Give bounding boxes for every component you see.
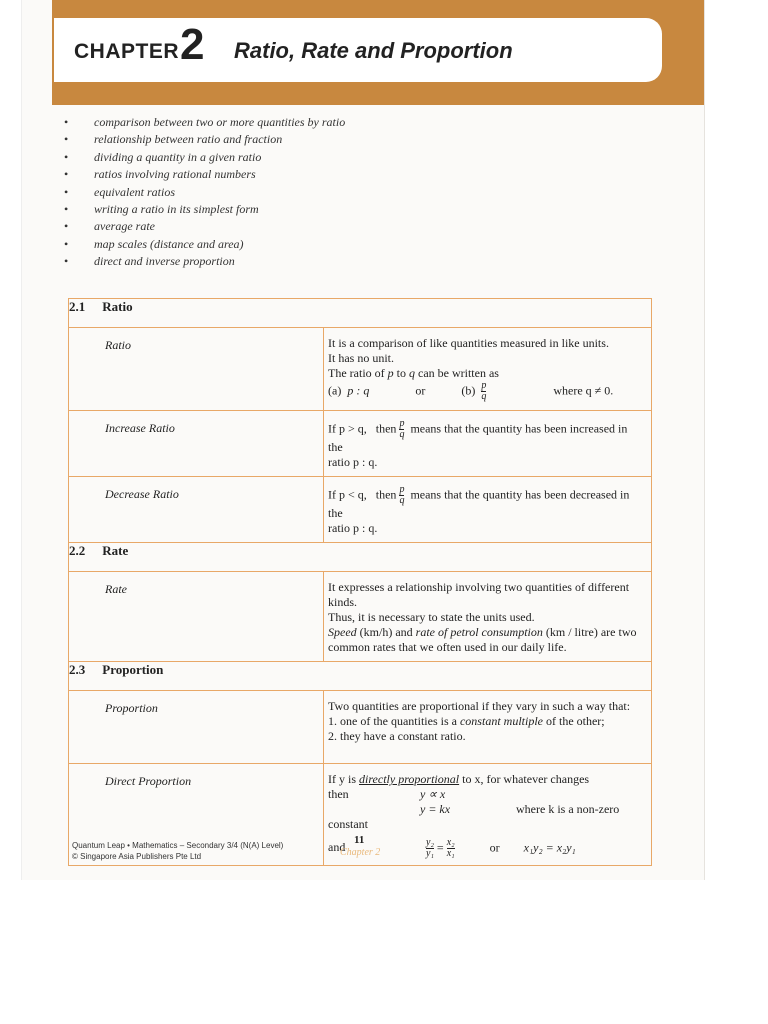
section-header-ratio [69, 299, 652, 328]
topic-item: • map scales (distance and area) [60, 236, 345, 253]
table-row [69, 411, 652, 477]
definition-line: y = kx where k is a non-zero constant [328, 802, 620, 831]
term-proportion: Proportion [69, 691, 324, 764]
topic-item: • average rate [60, 218, 345, 235]
definition-line: 2. they have a constant ratio. [328, 729, 466, 743]
definition-increase-ratio [324, 411, 652, 477]
section-title: Rate [102, 543, 129, 558]
section-number: 2.1 [69, 299, 86, 314]
definition-line: It is a comparison of like quantities measured in like units. [328, 336, 609, 350]
topic-item: • comparison between two or more quantities by ratio [60, 114, 345, 131]
topic-item: • direct and inverse proportion [60, 253, 345, 270]
chapter-title: Ratio, Rate and Proportion [234, 38, 513, 63]
section-number: 2.2 [69, 543, 86, 558]
definition-line: If y is directly proportional to x, for whatever changes [328, 772, 590, 786]
fraction-p-over-q: $\frac{p}{q}$ [399, 418, 405, 440]
definition-line: 1. one of the quantities is a constant multiple of the other; [328, 714, 605, 728]
definition-line: If p < q, then $\frac{p}{q}$ means that the quantity has been decreased in the [328, 484, 630, 520]
section-title: Ratio [102, 299, 133, 314]
section-header-rate [69, 543, 652, 572]
table-row [69, 691, 652, 764]
term-ratio: Ratio [69, 328, 324, 411]
definition-ratio [324, 328, 652, 411]
topic-item: • dividing a quantity in a given ratio [60, 149, 345, 166]
definition-line: Thus, it is necessary to state the units used. [328, 610, 535, 624]
summary-table [68, 298, 652, 866]
term-rate: Rate [69, 572, 324, 662]
section-header-proportion [69, 662, 652, 691]
table-row [69, 477, 652, 543]
chapter-number: 2 [180, 20, 205, 69]
chapter-word: CHAPTER [74, 40, 180, 63]
definition-line: then y ∝ x [328, 787, 446, 801]
topic-item: • writing a ratio in its simplest form [60, 201, 345, 218]
table-row [69, 328, 652, 411]
definition-line: ratio p : q. [328, 521, 378, 535]
ratio-notation-line: (a) p : q or (b) $\frac{p}{q}$ where q ≠ 0. [328, 380, 614, 402]
definition-line: Two quantities are proportional if they vary in such a way that: [328, 699, 631, 713]
definition-line: The ratio of p to q can be written as [328, 366, 499, 380]
topic-item: • ratios involving rational numbers [60, 166, 345, 183]
fraction-p-over-q: $\frac{p}{q}$ [399, 484, 405, 506]
fraction-p-over-q: $\frac{p}{q}$ [481, 380, 487, 402]
definition-line: common rates that we often used in our daily life. [328, 640, 567, 654]
definition-rate [324, 572, 652, 662]
definition-line: It expresses a relationship involving two quantities of different kinds. [328, 580, 630, 609]
definition-line: ratio p : q. [328, 455, 378, 469]
topic-item: • relationship between ratio and fraction [60, 131, 345, 148]
section-number: 2.3 [69, 662, 86, 677]
definition-proportion [324, 691, 652, 764]
footer-line: © Singapore Asia Publishers Pte Ltd [72, 852, 202, 861]
page-number: 11 [354, 834, 365, 846]
definition-line: Speed (km/h) and rate of petrol consumption (km / litre) are two [328, 625, 637, 639]
topic-item: • equivalent ratios [60, 184, 345, 201]
table-row [69, 572, 652, 662]
footer-chapter-label: Chapter 2 [340, 847, 381, 858]
fraction-y2-over-y1: $\frac{\text{y₂}}{\text{y₁}}$ [426, 837, 434, 859]
fraction-x2-over-x1: $\frac{\text{x₂}}{\text{x₁}}$ [446, 837, 455, 859]
section-title: Proportion [102, 662, 164, 677]
term-increase-ratio: Increase Ratio [69, 411, 324, 477]
topics-list [60, 114, 345, 271]
definition-line: and $\frac{\text{y₂}}{\text{y₁}}$ = $\frac{\text{x₂}}{\text{x₁}}$ or x₁y₂ = x₂y₁ [328, 837, 576, 859]
term-direct-proportion: Direct Proportion [69, 764, 324, 866]
definition-decrease-ratio [324, 477, 652, 543]
definition-line: If p > q, then $\frac{p}{q}$ means that the quantity has been increased in the [328, 418, 628, 454]
footer-publisher [72, 840, 283, 862]
term-decrease-ratio: Decrease Ratio [69, 477, 324, 543]
definition-line: It has no unit. [328, 351, 394, 365]
footer-line: Quantum Leap • Mathematics – Secondary 3/4 (N(A) Level) [72, 841, 284, 850]
